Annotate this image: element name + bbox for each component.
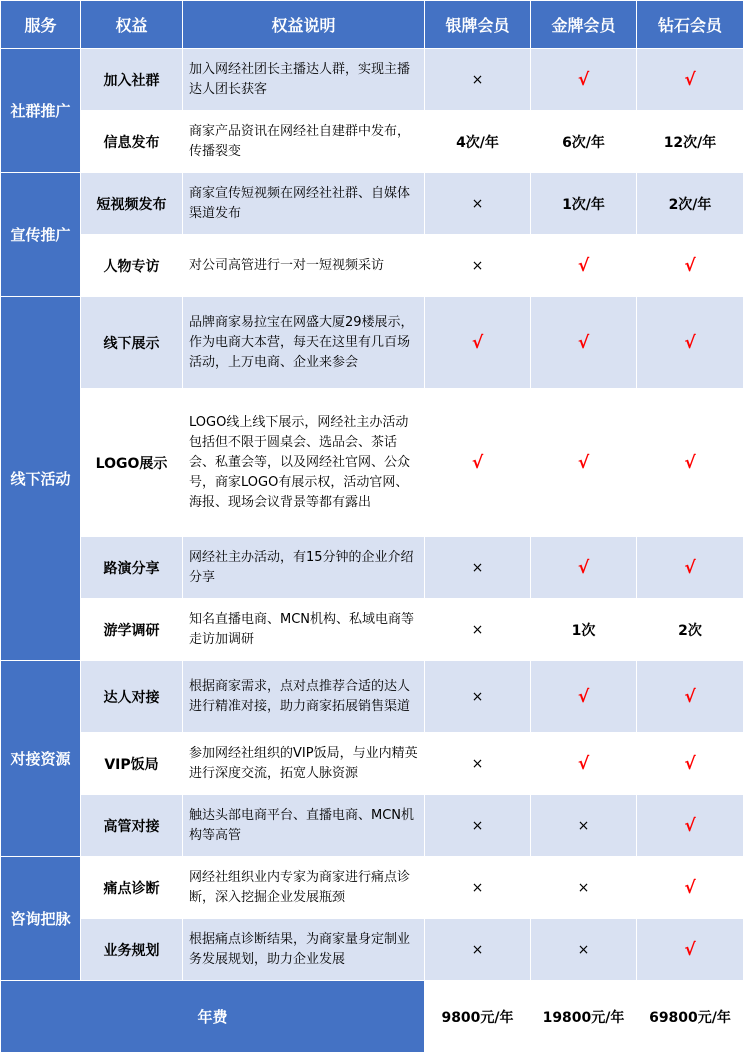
benefit-name: 痛点诊断 (81, 857, 183, 919)
diamond-value: √ (637, 733, 743, 795)
gold-value: 1次 (531, 599, 637, 661)
gold-value: √ (531, 389, 637, 537)
table-row (1, 235, 743, 297)
service-group-consulting: 咨询把脉 (1, 857, 81, 981)
table-row (1, 599, 743, 661)
benefit-description: 网经社主办活动，有15分钟的企业介绍分享 (183, 537, 425, 599)
gold-value: × (531, 857, 637, 919)
silver-value: × (425, 661, 531, 733)
diamond-value: √ (637, 857, 743, 919)
benefit-name: 高管对接 (81, 795, 183, 857)
silver-value: × (425, 857, 531, 919)
benefit-name: 短视频发布 (81, 173, 183, 235)
silver-value: × (425, 599, 531, 661)
benefit-name: 线下展示 (81, 297, 183, 389)
header-description: 权益说明 (183, 1, 425, 49)
service-group-offline: 线下活动 (1, 297, 81, 661)
benefit-name: 达人对接 (81, 661, 183, 733)
benefit-name: 业务规划 (81, 919, 183, 981)
benefit-description: LOGO线上线下展示，网经社主办活动包括但不限于圆桌会、选品会、茶话会、私董会等，以及网经社官网、公众号，商家LOGO有展示权，活动官网、海报、现场会议背景等都有露出 (183, 389, 425, 537)
header-silver: 银牌会员 (425, 1, 531, 49)
benefit-description: 参加网经社组织的VIP饭局，与业内精英进行深度交流，拓宽人脉资源 (183, 733, 425, 795)
diamond-value: √ (637, 235, 743, 297)
service-group-community: 社群推广 (1, 49, 81, 173)
silver-value: √ (425, 297, 531, 389)
service-group-resources: 对接资源 (1, 661, 81, 857)
gold-fee: 19800元/年 (531, 981, 637, 1053)
header-gold: 金牌会员 (531, 1, 637, 49)
benefit-name: VIP饭局 (81, 733, 183, 795)
silver-value: × (425, 173, 531, 235)
diamond-value: √ (637, 661, 743, 733)
benefit-description: 对公司高管进行一对一短视频采访 (183, 235, 425, 297)
diamond-fee: 69800元/年 (637, 981, 743, 1053)
benefit-description: 加入网经社团长主播达人群，实现主播达人团长获客 (183, 49, 425, 111)
table-row (1, 661, 743, 733)
diamond-value: √ (637, 919, 743, 981)
benefit-name: LOGO展示 (81, 389, 183, 537)
gold-value: 6次/年 (531, 111, 637, 173)
header-diamond: 钻石会员 (637, 1, 743, 49)
benefit-name: 信息发布 (81, 111, 183, 173)
table-row (1, 49, 743, 111)
benefit-name: 加入社群 (81, 49, 183, 111)
benefit-name: 人物专访 (81, 235, 183, 297)
table-row (1, 297, 743, 389)
silver-value: × (425, 795, 531, 857)
gold-value: × (531, 919, 637, 981)
gold-value: × (531, 795, 637, 857)
diamond-value: 12次/年 (637, 111, 743, 173)
gold-value: 1次/年 (531, 173, 637, 235)
diamond-value: √ (637, 537, 743, 599)
silver-value: × (425, 733, 531, 795)
annual-fee-row (1, 981, 743, 1053)
table-row (1, 795, 743, 857)
gold-value: √ (531, 733, 637, 795)
diamond-value: √ (637, 297, 743, 389)
silver-value: √ (425, 389, 531, 537)
benefit-description: 根据痛点诊断结果，为商家量身定制业务发展规划，助力企业发展 (183, 919, 425, 981)
table-row (1, 857, 743, 919)
benefit-description: 知名直播电商、MCN机构、私域电商等走访加调研 (183, 599, 425, 661)
diamond-value: √ (637, 389, 743, 537)
table-row (1, 173, 743, 235)
table-row (1, 919, 743, 981)
benefit-description: 品牌商家易拉宝在网盛大厦29楼展示，作为电商大本营，每天在这里有几百场活动，上万电商、企业来参会 (183, 297, 425, 389)
diamond-value: √ (637, 795, 743, 857)
benefit-description: 商家产品资讯在网经社自建群中发布，传播裂变 (183, 111, 425, 173)
silver-fee: 9800元/年 (425, 981, 531, 1053)
silver-value: 4次/年 (425, 111, 531, 173)
silver-value: × (425, 537, 531, 599)
benefit-description: 商家宣传短视频在网经社社群、自媒体渠道发布 (183, 173, 425, 235)
diamond-value: 2次 (637, 599, 743, 661)
gold-value: √ (531, 297, 637, 389)
service-group-promotion: 宣传推广 (1, 173, 81, 297)
silver-value: × (425, 49, 531, 111)
table-row (1, 733, 743, 795)
diamond-value: √ (637, 49, 743, 111)
silver-value: × (425, 919, 531, 981)
gold-value: √ (531, 49, 637, 111)
table-row (1, 537, 743, 599)
benefit-description: 触达头部电商平台、直播电商、MCN机构等高管 (183, 795, 425, 857)
table-row (1, 389, 743, 537)
benefit-description: 根据商家需求，点对点推荐合适的达人进行精准对接，助力商家拓展销售渠道 (183, 661, 425, 733)
diamond-value: 2次/年 (637, 173, 743, 235)
gold-value: √ (531, 537, 637, 599)
header-benefit: 权益 (81, 1, 183, 49)
benefit-name: 游学调研 (81, 599, 183, 661)
gold-value: √ (531, 235, 637, 297)
gold-value: √ (531, 661, 637, 733)
header-service: 服务 (1, 1, 81, 49)
benefit-description: 网经社组织业内专家为商家进行痛点诊断，深入挖掘企业发展瓶颈 (183, 857, 425, 919)
benefit-name: 路演分享 (81, 537, 183, 599)
annual-fee-label: 年费 (1, 981, 425, 1053)
table-header-row (1, 1, 743, 49)
table-row (1, 111, 743, 173)
silver-value: × (425, 235, 531, 297)
